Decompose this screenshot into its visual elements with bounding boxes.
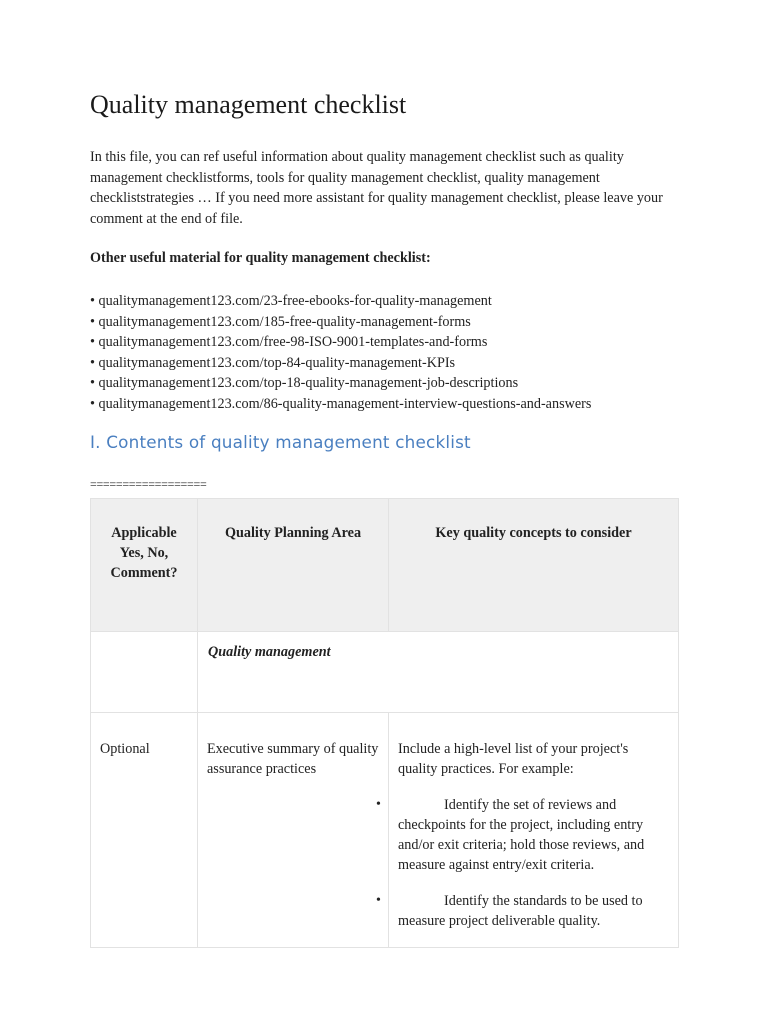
checklist-table: [90, 498, 679, 948]
list-item[interactable]: [90, 332, 591, 353]
list-item[interactable]: [90, 394, 591, 415]
link-free-ebooks[interactable]: • qualitymanagement123.com/23-free-ebooks-for-quality-management: [90, 293, 492, 309]
cell-planning-area: Executive summary of quality assurance practices: [198, 713, 389, 948]
list-item[interactable]: [90, 291, 591, 312]
link-job-descriptions[interactable]: • qualitymanagement123.com/top-18-quality-management-job-descriptions: [90, 375, 519, 392]
concept-bullet: [376, 795, 669, 875]
table-section-row: [91, 632, 679, 713]
intro-paragraph: In this file, you can ref useful information about quality management checklist such as quality management checklistforms, tools for quality management checklist, quality management checkliststrategies … If you need more assistant for quality management checklist, please leave your comment at the end of file.: [90, 149, 663, 227]
useful-links-list: [90, 291, 591, 415]
concept-intro: Include a high-level list of your project's quality practices. For example:: [398, 741, 629, 777]
table-header-row: [91, 499, 679, 632]
link-iso-templates[interactable]: • qualitymanagement123.com/free-98-ISO-9001-templates-and-forms: [90, 334, 488, 351]
link-free-forms[interactable]: • qualitymanagement123.com/185-free-quality-management-forms: [90, 313, 471, 330]
header-key-concepts: Key quality concepts to consider: [389, 499, 679, 632]
cell-applicable: Optional: [91, 713, 198, 948]
link-interview-questions[interactable]: • qualitymanagement123.com/86-quality-management-interview-questions-and-answers: [90, 395, 592, 412]
list-item[interactable]: [90, 373, 591, 394]
header-planning-area: Quality Planning Area: [198, 499, 389, 632]
header-applicable: Applicable Yes, No, Comment?: [91, 499, 198, 632]
divider-line: ==================: [90, 477, 207, 491]
useful-material-heading: Other useful material for quality management checklist:: [90, 250, 431, 266]
page-title: Quality management checklist: [90, 90, 407, 119]
link-kpis[interactable]: • qualitymanagement123.com/top-84-quality-management-KPIs: [90, 354, 456, 371]
concept-bullet: [376, 891, 669, 931]
section-heading: I. Contents of quality management checklist: [90, 432, 471, 452]
bullet-text: Identify the standards to be used to measure project deliverable quality.: [398, 893, 643, 929]
bullet-text: Identify the set of reviews and checkpoints for the project, including entry and/or exit criteria; hold those reviews, and measure against entry/exit criteria.: [398, 797, 645, 873]
list-item[interactable]: [90, 353, 591, 374]
bullet-glyph: •: [376, 893, 381, 908]
table-cell: [91, 632, 198, 713]
list-item[interactable]: [90, 312, 591, 333]
bullet-glyph: •: [376, 797, 381, 812]
section-label: Quality management: [198, 632, 679, 713]
cell-key-concepts: [376, 713, 679, 948]
table-row: [91, 713, 679, 948]
